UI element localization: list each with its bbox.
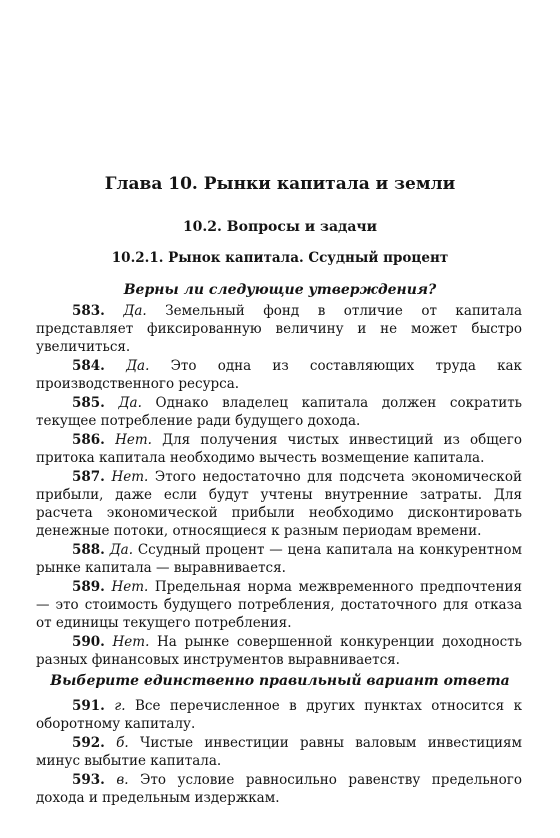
answer-option: б. (116, 734, 129, 751)
answer-588 (36, 541, 522, 577)
answer-number: 586. (72, 431, 105, 448)
answer-text: Ссудный процент — цена капитала на конкурентном рынке капитала — выравнивается. (36, 542, 523, 577)
true-false-answers (36, 302, 522, 670)
answer-number: 587. (72, 468, 105, 485)
multiple-choice-heading: Выберите единственно правильный вариант ответа (50, 673, 510, 689)
answer-583 (36, 302, 522, 357)
answer-verdict: Да. (118, 395, 142, 412)
answer-text: Все перечисленное в других пунктах относится к оборотному капиталу. (36, 698, 523, 733)
answer-text: Для получения чистых инвестиций из общего притока капитала необходимо вычесть возмещение капитала. (36, 431, 522, 467)
answer-verdict: Нет. (111, 579, 149, 596)
answer-584 (36, 357, 522, 393)
true-false-heading: Верны ли следующие утверждения? (123, 282, 437, 298)
answer-593 (36, 771, 522, 807)
answer-number: 591. (72, 698, 105, 714)
answer-verdict: Да. (109, 542, 134, 559)
answer-option: в. (116, 771, 129, 788)
answer-text: Это одна из составляющих труда как производственного ресурса. (36, 358, 522, 393)
answer-text: Однако владелец капитала должен сократить текущее потребление ради будущего дохода. (36, 395, 523, 430)
answer-number: 590. (72, 634, 105, 651)
answer-592 (36, 734, 522, 770)
answer-verdict: Да. (126, 358, 150, 375)
answer-number: 589. (72, 579, 105, 596)
answer-number: 588. (72, 542, 105, 559)
multiple-choice-answers (36, 697, 522, 808)
answer-590 (36, 633, 522, 669)
subsection-title: 10.2.1. Рынок капитала. Ссудный процент (111, 250, 449, 266)
answer-number: 585. (72, 395, 105, 412)
answer-591 (36, 697, 522, 733)
section-title: 10.2. Вопросы и задачи (182, 219, 378, 235)
answer-verdict: Нет. (112, 634, 150, 651)
answer-verdict: Нет. (115, 431, 152, 448)
answer-589 (36, 578, 522, 633)
answer-number: 592. (72, 734, 105, 751)
answer-verdict: Да. (123, 303, 147, 319)
chapter-title: Глава 10. Рынки капитала и земли (104, 174, 456, 194)
answer-number: 584. (72, 358, 105, 375)
answer-verdict: Нет. (111, 468, 149, 485)
answer-text: Предельная норма межвременного предпочтения — это стоимость будущего потребления, достаточного для отказа от единицы текущего потребления. (36, 579, 522, 632)
answer-587 (36, 468, 522, 541)
answer-586 (36, 431, 522, 467)
answer-text: На рынке совершенной конкуренции доходность разных финансовых инструментов выравнивается. (36, 634, 523, 669)
answer-number: 583. (72, 303, 105, 319)
answer-text: Это условие равносильно равенству предельного дохода и предельным издержкам. (36, 771, 522, 807)
answer-number: 593. (72, 771, 105, 788)
answer-585 (36, 394, 522, 430)
answer-text: Этого недостаточно для подсчета экономической прибыли, даже если будут учтены внутренние затраты. Для расчета экономической прибыли необходимо дисконтировать денежные потоки, относящиеся к разным периодам времени. (36, 468, 522, 540)
answer-text: Чистые инвестиции равны валовым инвестициям минус выбытие капитала. (36, 734, 522, 770)
answer-option: г. (114, 698, 126, 714)
answer-text: Земельный фонд в отличие от капитала представляет фиксированную величину и не может быстро увеличиться. (36, 303, 523, 356)
